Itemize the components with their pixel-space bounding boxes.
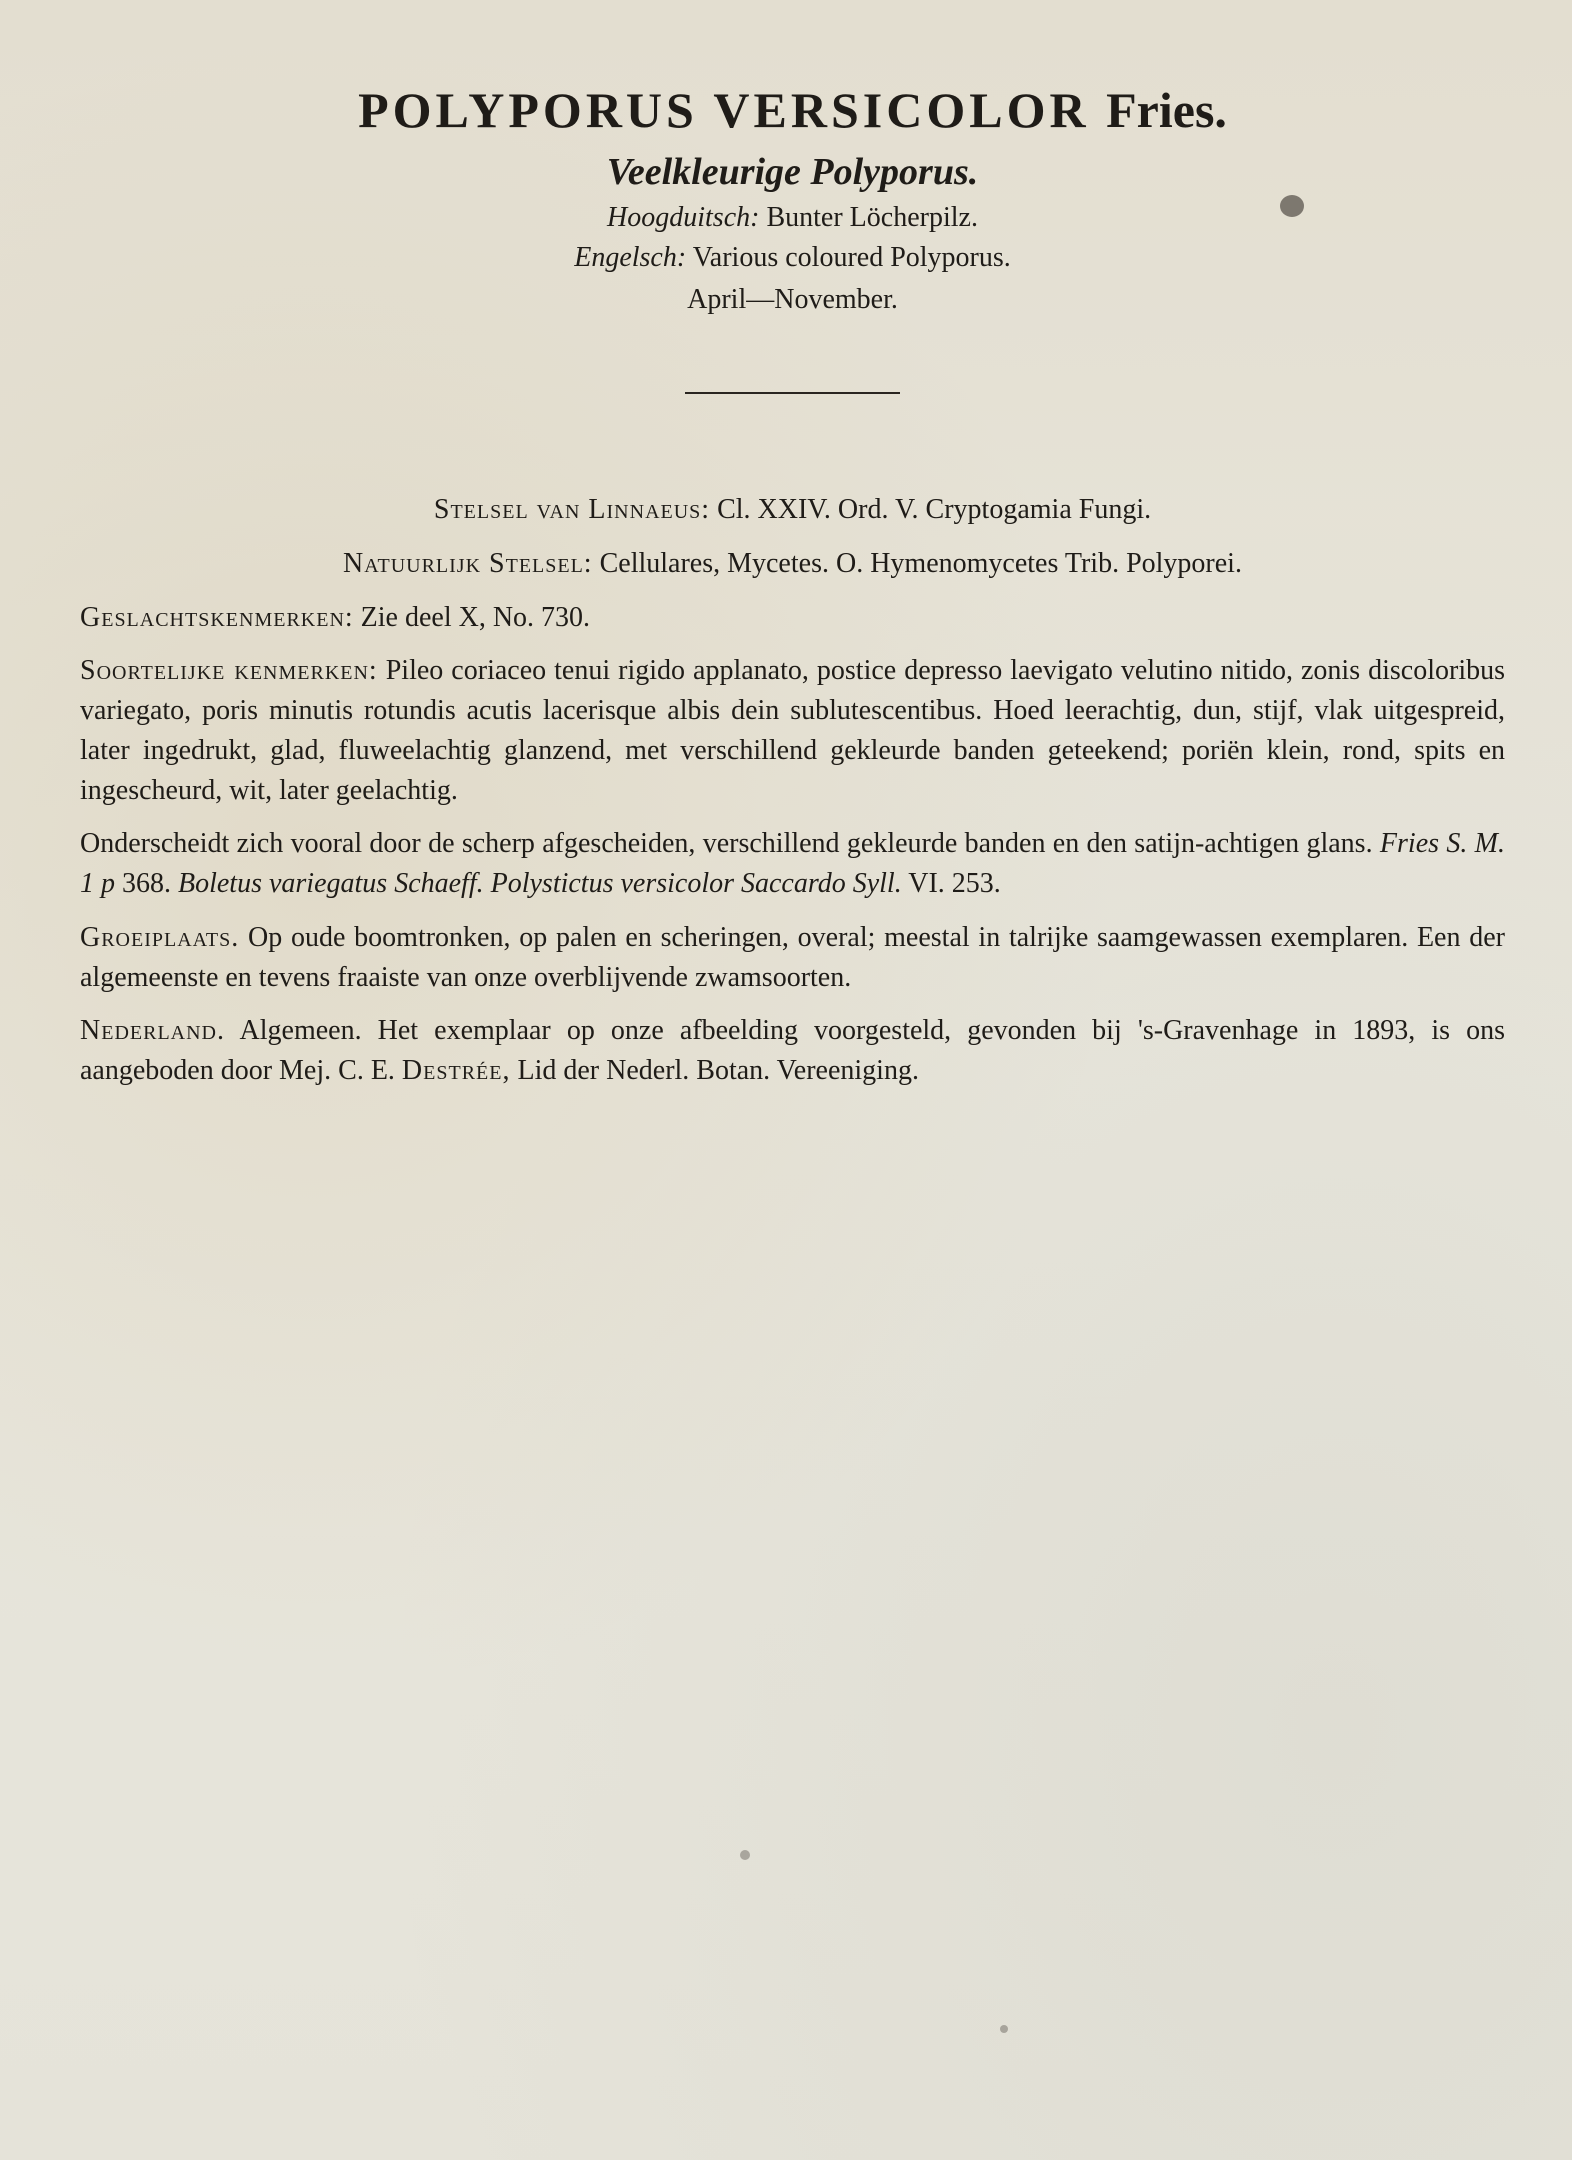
english-label: Engelsch: [574, 242, 687, 273]
genus-characteristics [80, 598, 1505, 638]
ink-spot [1000, 2025, 1008, 2033]
divider [685, 392, 900, 394]
linnaeus-text: Cl. XXIV. Ord. V. Cryptogamia Fungi. [717, 494, 1152, 525]
species-characteristics [80, 651, 1505, 810]
linnaeus-system [80, 490, 1505, 530]
netherlands-paragraph [80, 1011, 1505, 1091]
genus-label: Geslachtskenmerken: [80, 601, 354, 633]
species-author: Fries. [1106, 82, 1227, 138]
habitat-paragraph [80, 918, 1505, 998]
species-name: POLYPORUS VERSICOLOR [358, 82, 1090, 138]
german-name-line [80, 202, 1505, 234]
page-title [80, 80, 1505, 140]
genus-text: Zie deel X, No. 730. [360, 601, 591, 633]
dutch-common-name: Veelkleurige Polyporus. [606, 151, 979, 193]
linnaeus-label: Stelsel van Linnaeus: [433, 494, 711, 525]
habitat-label: Groeiplaats. [80, 921, 240, 953]
netherlands-text-1: Algemeen. Het exemplaar op onze afbeelding voorgesteld, gevonden bij 's-Gravenhage in 1893, is ons aangeboden door Mej. C. E. [80, 1015, 1505, 1086]
document-page [80, 70, 1505, 1091]
natural-text: Cellulares, Mycetes. O. Hymenomycetes Trib. Polyporei. [599, 547, 1242, 579]
netherlands-label: Nederland. [80, 1015, 225, 1047]
english-name-line [80, 242, 1505, 274]
season: April—November. [687, 284, 898, 315]
distinguishing-paragraph [80, 824, 1505, 904]
species-latin-text: Pileo coriaceo tenui rigido applanato, postice depresso laevigato velutino nitido, zonis discoloribus variegato, poris minutis rotundis acutis lacerisque albis dein sublutescentibus. [80, 655, 1506, 726]
reference-fries: Fries S. M. 1 p [80, 828, 1506, 899]
natural-label: Natuurlijk Stelsel: [343, 547, 593, 579]
reference-boletus: Boletus variegatus Schaeff. Polystictus versicolor Saccardo Syll. [178, 868, 902, 899]
habitat-text: Op oude boomtronken, op palen en scheringen, overal; meestal in talrijke saamgewassen exemplaren. Een der algemeenste en tevens fraaiste van onze overblijvende zwamsoorten. [80, 921, 1506, 993]
german-label: Hoogduitsch: [607, 202, 760, 233]
reference-fries-page: 368. [122, 868, 171, 899]
species-label: Soortelijke kenmerken: [80, 655, 378, 687]
german-name: Bunter Löcherpilz. [766, 202, 978, 233]
donor-name: Destrée, [401, 1055, 511, 1086]
species-dutch-text: Hoed leerachtig, dun, stijf, vlak uitgespreid, later ingedrukt, glad, fluweelachtig glanzend, met verschillend gekleurde banden geteekend; poriën klein, rond, spits en ingescheurd, wit, later geelachtig. [80, 695, 1505, 806]
natural-system [80, 544, 1505, 584]
ink-spot [740, 1850, 750, 1860]
english-name: Various coloured Polyporus. [692, 242, 1011, 273]
netherlands-text-2: Lid der Nederl. Botan. Vereeniging. [517, 1055, 919, 1086]
distinguish-text: Onderscheidt zich vooral door de scherp afgescheiden, verschillend gekleurde banden en den satijn-achtigen glans. [80, 828, 1373, 860]
reference-saccardo-page: VI. 253. [908, 868, 1001, 899]
